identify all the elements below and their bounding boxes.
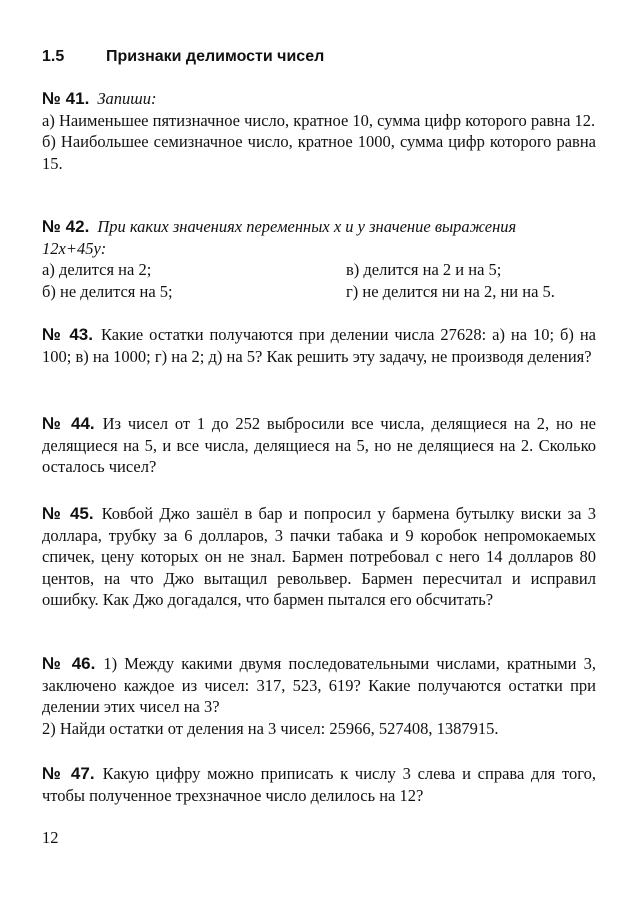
- problem-number: № 45.: [42, 504, 94, 523]
- document-page: [42, 0, 596, 902]
- problem-text: Какие остатки получаются при делении числа 27628: а) на 10; б) на 100; в) на 1000; г) на 2; д) на 5? Как решить эту задачу, не производя деления?: [42, 325, 596, 366]
- problem-item: 2) Найди остатки от деления на 3 чисел: 25966, 527408, 1387915.: [42, 718, 499, 738]
- section-number: 1.5: [42, 48, 65, 65]
- problem-number: № 43.: [42, 325, 93, 344]
- problem-text: Из чисел от 1 до 252 выбросили все числа, делящиеся на 2, но не делящиеся на 5, и все числа, делящиеся на 5, но не делящиеся на 2. Сколько осталось чисел?: [42, 414, 596, 476]
- problem-item: в) делится на 2 и на 5;: [346, 260, 502, 279]
- problem-lead: При каких значениях переменных x и y значение выражения: [97, 217, 517, 236]
- problem-item: а) делится на 2;: [42, 260, 152, 279]
- problem-item: г) не делится ни на 2, ни на 5.: [346, 281, 555, 301]
- problem-text: Какую цифру можно приписать к числу 3 слева и справа для того, чтобы полученное трехзначное число делилось на 12?: [42, 764, 596, 805]
- problem-47: [42, 763, 596, 806]
- problem-46: [42, 653, 596, 739]
- problem-43: [42, 324, 596, 367]
- section-title: Признаки делимости чисел: [106, 48, 325, 65]
- problem-text: Ковбой Джо зашёл в бар и попросил у бармена бутылку виски за 3 доллара, трубку за 6 долларов, 3 пачки табака и 9 коробок непромокаемых спичек, цену которых он не знал. Бармен потребовал с него 14 долларов 80 центов, на что Джо вытащил револьвер. Бармен пересчитал и исправил ошибку. Как Джо догадался, что бармен пытался его обсчитать?: [42, 504, 596, 609]
- section-heading: [42, 46, 324, 68]
- problem-number: № 46.: [42, 654, 96, 673]
- problem-item: б) Наибольшее семизначное число, кратное 1000, сумма цифр которого равна 15.: [42, 132, 596, 173]
- problem-number: № 44.: [42, 414, 95, 433]
- problem-lead: Запиши:: [97, 89, 157, 108]
- problem-42: [42, 216, 596, 302]
- problem-expression: 12x+45y:: [42, 238, 107, 258]
- problem-44: [42, 413, 596, 478]
- problem-number: № 41.: [42, 89, 90, 108]
- page-number: 12: [42, 828, 59, 847]
- problem-item: 1) Между какими двумя последовательными числами, кратными 3, заключено каждое из чисел: 317, 523, 619? Какие получаются остатки при делении этих чисел на 3?: [42, 654, 596, 716]
- problem-45: [42, 503, 596, 611]
- problem-41: [42, 88, 596, 174]
- problem-number: № 47.: [42, 764, 95, 783]
- problem-number: № 42.: [42, 217, 90, 236]
- problem-item: а) Наименьшее пятизначное число, кратное 10, сумма цифр которого равна 12.: [42, 110, 596, 130]
- problem-item: б) не делится на 5;: [42, 281, 173, 301]
